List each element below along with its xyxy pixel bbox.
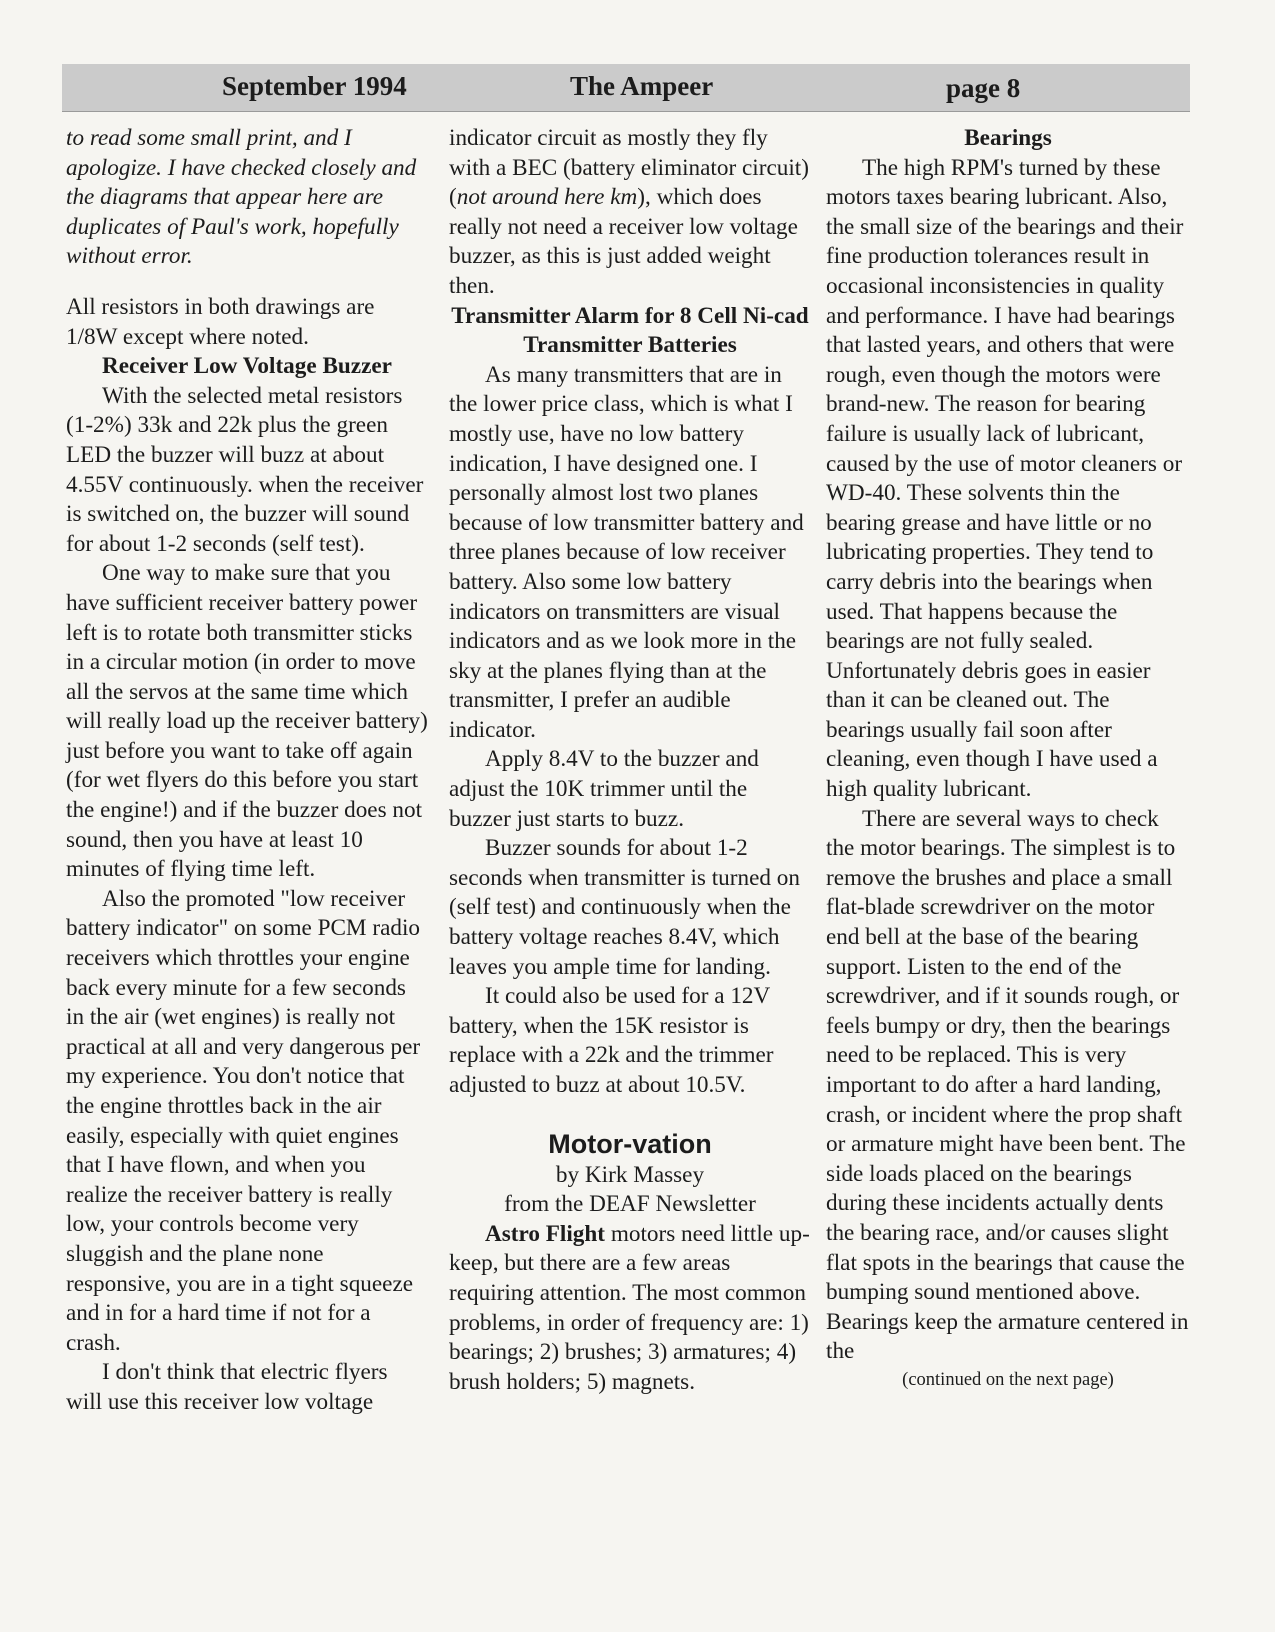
paragraph: It could also be used for a 12V battery, when the 15K resistor is replace with a 22k and the trimmer adjusted to buzz at about 10.5V. — [449, 983, 774, 1098]
paragraph: Also the promoted "low receiver battery indicator" on some PCM radio receivers which throttles your engine back every minute for a few seconds in the air (wet engines) is really not practical at all and very dangerous per my experience. You don't notice that the engine throttles back in the air easily, especially with quiet engines that I have flown, and when you realize the receiver battery is really low, your controls become very sluggish and the plane none responsive, you are in a tight squeeze and in for a hard time if not for a crash. — [66, 885, 421, 1356]
newsletter-title: The Ampeer — [570, 71, 714, 101]
paragraph: The high RPM's turned by these motors taxes bearing lubricant. Also, the small size of the bearings and their fine production tolerances result in occasional inconsistencies in quality and performance. I have had bearings that lasted years, and others that were rough, even though the motors were brand-new. The reason for bearing failure is usually lack of lubricant, caused by the use of motor cleaners or WD-40. These solvents thin the bearing grease and have little or no lubricating properties. They tend to carry debris into the bearings when used. That happens because the bearings are not fully sealed. Unfortunately debris goes in easier than it can be cleaned out. The bearings usually fail soon after cleaning, even though I have used a high quality lubricant. — [826, 154, 1184, 803]
text-run: ), which does really not need a receiver low voltage buzzer, as this is just added weight then. — [449, 184, 798, 299]
text-run: motors need little up-keep, but there are a few areas requiring attention. The most common problems, in order of frequency are: 1) bearings; 2) brushes; 3) armatures; 4) brush holders; 5) magnets. — [449, 1220, 810, 1395]
column-2 — [449, 124, 811, 1397]
paragraph: Apply 8.4V to the buzzer and adjust the 10K trimmer until the buzzer just starts to buzz. — [449, 746, 759, 832]
paragraph: As many transmitters that are in the lower price class, which is what I mostly use, have no low battery indication, I have designed one. I personally almost lost two planes because of low transmitter battery and three planes because of low receiver battery. Also some low battery indicators on transmitters are visual indicators and as we look more in the sky at the planes flying than at the transmitter, I prefer an audible indicator. — [449, 361, 804, 743]
paragraph: There are several ways to check the motor bearings. The simplest is to remove the brushes and place a small flat-blade screwdriver on the motor end bell at the base of the bearing support. Listen to the end of the screwdriver, and if it sounds rough, or feels bumpy or dry, then the bearings need to be replaced. This is very important to do after a hard landing, crash, or incident where the prop shaft or armature might have been bent. The side loads placed on the bearings during these incidents actually dents the bearing race, and/or causes slight flat spots in the bearings that cause the bumping sound mentioned above. Bearings keep the armature centered in the — [826, 805, 1189, 1365]
paragraph: I don't think that electric flyers will use this receiver low voltage — [66, 1359, 388, 1415]
heading-transmitter-alarm: Transmitter Alarm for 8 Cell Ni-cad Transmitter Batteries — [451, 302, 809, 359]
paragraph: One way to make sure that you have sufficient receiver battery power left is to rotate both transmitter sticks in a circular motion (in order to move all the servos at the same time which will really load up the receiver battery) just before you want to take off again (for wet flyers do this before you start the engine!) and if the buzzer does not sound, then you have at least 10 minutes of flying time left. — [66, 560, 428, 883]
heading-bearings: Bearings — [964, 125, 1052, 151]
intro-note: to read some small print, and I apologize. I have checked closely and the diagrams that appear here are duplicates of Paul's work, hopefully without error. — [66, 125, 417, 270]
editor-note: not around here km — [456, 184, 638, 211]
page-header — [62, 64, 1190, 112]
column-1 — [66, 124, 428, 1418]
resistor-note: All resistors in both drawings are 1/8W except where noted. — [66, 293, 375, 350]
issue-date: September 1994 — [222, 71, 407, 101]
paragraph — [449, 1220, 811, 1398]
article-title: Motor-vation — [548, 1128, 712, 1159]
paragraph — [449, 124, 811, 302]
page-number: page 8 — [946, 73, 1021, 103]
source-line: from the DEAF Newsletter — [504, 1191, 756, 1218]
paragraph: With the selected metal resistors (1-2%) 33k and 22k plus the green LED the buzzer will buzz at about 4.55V continuously. when the receiver is switched on, the buzzer will sound for about 1-2 seconds (self test). — [66, 382, 424, 557]
heading-receiver-buzzer: Receiver Low Voltage Buzzer — [102, 353, 392, 380]
column-3 — [826, 124, 1190, 1393]
text-run: indicator circuit as mostly they fly with a BEC (battery eliminator circuit) ( — [449, 125, 809, 211]
continued-note: (continued on the next page) — [902, 1369, 1114, 1390]
paragraph: Buzzer sounds for about 1-2 seconds when transmitter is turned on (self test) and continuously when the battery voltage reaches 8.4V, which leaves you ample time for landing. — [449, 835, 800, 980]
byline: by Kirk Massey — [555, 1161, 705, 1188]
brand-name: Astro Flight — [485, 1220, 606, 1247]
